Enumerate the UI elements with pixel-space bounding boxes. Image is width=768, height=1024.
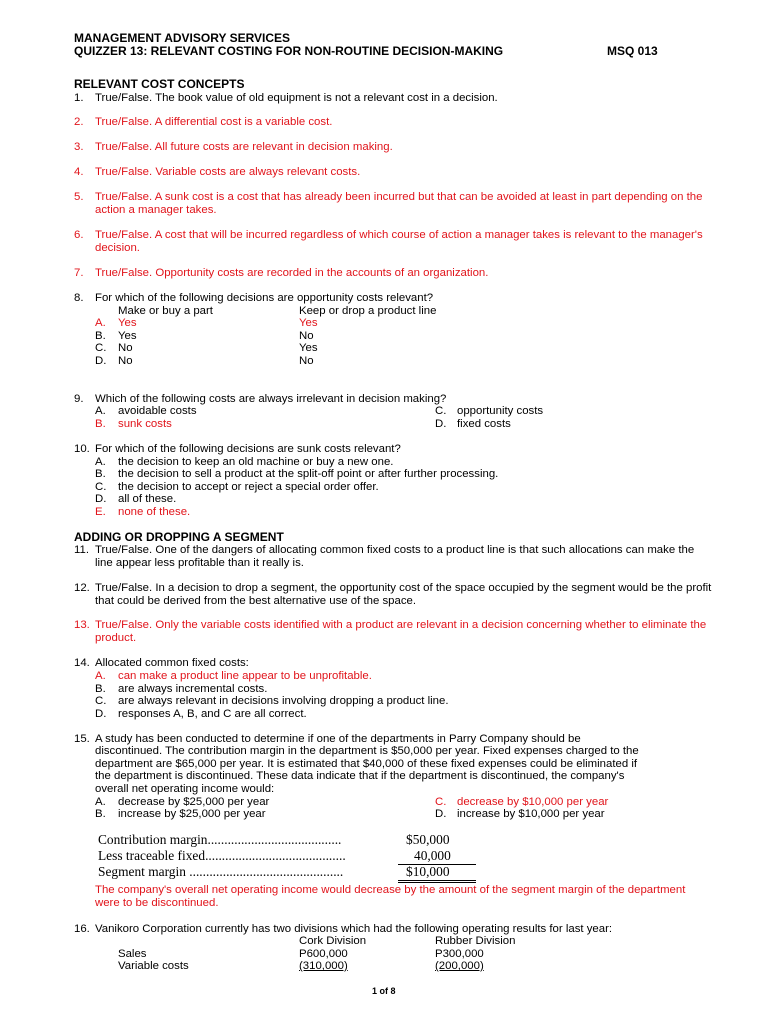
option-letter: C. [95,342,107,354]
row-label-sales: Sales [118,948,147,960]
option-text: increase by $10,000 per year [457,808,605,820]
option-letter: B. [95,330,106,342]
option-text: increase by $25,000 per year [118,808,266,820]
question-text: True/False. A cost that will be incurred regardless of which course of action a manager takes is relevant to the manager's decision. [95,229,703,254]
rubber-sales: P300,000 [435,948,484,960]
option-value: Yes [299,342,318,354]
option-text: are always relevant in decisions involving dropping a product line. [118,695,449,707]
option-value: No [299,330,314,342]
option-value: Yes [118,330,137,342]
question-text: True/False. Variable costs are always relevant costs. [95,166,361,178]
question-text: True/False. Opportunity costs are recorded in the accounts of an organization. [95,267,489,279]
question-text: True/False. A differential cost is a variable cost. [95,116,333,128]
quizzer-code: MSQ 013 [607,44,658,58]
total-rule [398,880,476,881]
option-letter: B. [95,468,106,480]
question-number: 10. [74,443,90,455]
option-text: opportunity costs [457,405,544,417]
question-text: True/False. The book value of old equipment is not a relevant cost in a decision. [95,92,498,104]
question-text: Which of the following costs are always irrelevant in decision making? [95,393,447,405]
question-number: 16. [74,923,90,935]
option-text: sunk costs [118,418,172,430]
question-number: 11. [74,544,89,556]
option-text: decrease by $10,000 per year [457,796,609,808]
option-letter: C. [435,796,447,808]
option-letter: D. [95,493,107,505]
calc-value: $50,000 [406,832,450,847]
option-letter: A. [95,456,106,468]
column-header-cork: Cork Division [299,935,367,947]
answer-explanation: The company's overall net operating income would decrease by the amount of the segment margin of the department were to be discontinued. [95,884,686,909]
section-heading-relevant-cost: RELEVANT COST CONCEPTS [74,77,245,91]
option-letter: A. [95,796,106,808]
option-value: No [118,355,133,367]
question-number: 2. [74,116,84,128]
cork-variable-costs: (310,000) [299,960,348,972]
option-text: avoidable costs [118,405,197,417]
option-text: the decision to accept or reject a special order offer. [118,481,379,493]
course-title: MANAGEMENT ADVISORY SERVICES [74,31,291,45]
question-text: For which of the following decisions are opportunity costs relevant? [95,292,434,304]
question-line: the department is discontinued. These data indicate that if the department is discontinued, the company's [95,770,625,782]
cork-sales: P600,000 [299,948,348,960]
option-letter: A. [95,670,106,682]
option-letter: A. [95,317,106,329]
option-text: fixed costs [457,418,511,430]
question-text: True/False. In a decision to drop a segment, the opportunity cost of the space occupied by the segment would be the profit that could be derived from the best alternative use of the space. [95,582,712,607]
question-number: 15. [74,733,90,745]
option-letter: C. [435,405,447,417]
option-value: Yes [299,317,318,329]
calc-label: Less traceable fixed.......................................... [98,848,346,863]
option-value: Yes [118,317,137,329]
option-letter: D. [95,355,107,367]
option-letter: E. [95,506,106,518]
quizzer-title: QUIZZER 13: RELEVANT COSTING FOR NON-ROUTINE DECISION-MAKING [74,44,504,58]
option-letter: B. [95,418,106,430]
option-text: the decision to sell a product at the split-off point or after further processing. [118,468,499,480]
option-letter: D. [95,708,107,720]
page-number: 1 of 8 [372,986,396,996]
total-double-rule [398,882,476,883]
section-heading-segment: ADDING OR DROPPING A SEGMENT [74,530,284,544]
option-value: No [299,355,314,367]
option-letter: C. [95,481,107,493]
question-text: True/False. All future costs are relevant in decision making. [95,141,393,153]
question-number: 13. [74,619,90,631]
calc-label: Contribution margin........................................ [98,832,342,847]
question-text: For which of the following decisions are sunk costs relevant? [95,443,401,455]
question-line: department are $65,000 per year. It is estimated that $40,000 of these fixed expenses could be eliminated if [95,758,638,770]
question-number: 4. [74,166,84,178]
question-number: 7. [74,267,84,279]
calc-label: Segment margin .............................................. [98,864,344,879]
option-letter: B. [95,808,106,820]
question-number: 8. [74,292,84,304]
option-letter: C. [95,695,107,707]
question-text: True/False. Only the variable costs identified with a product are relevant in a decision concerning whether to eliminate the product. [95,619,707,644]
column-header-rubber: Rubber Division [435,935,516,947]
option-text: are always incremental costs. [118,683,268,695]
question-number: 3. [74,141,84,153]
question-line: overall net operating income would: [95,783,275,795]
question-number: 14. [74,657,90,669]
question-text: Allocated common fixed costs: [95,657,249,669]
row-label-variable-costs: Variable costs [118,960,189,972]
option-value: No [118,342,133,354]
question-line: discontinued. The contribution margin in the department is $50,000 per year. Fixed expenses charged to the [95,745,639,757]
option-text: none of these. [118,506,191,518]
question-line: A study has been conducted to determine if one of the departments in Parry Company should be [95,733,581,745]
option-letter: B. [95,683,106,695]
rubber-variable-costs: (200,000) [435,960,484,972]
calc-value: $10,000 [406,864,450,879]
question-number: 5. [74,191,84,203]
option-letter: A. [95,405,106,417]
question-text: True/False. A sunk cost is a cost that has already been incurred but that can be avoided at least in part depending on the action a manager takes. [95,191,703,216]
question-number: 1. [74,92,84,104]
option-letter: D. [435,418,447,430]
column-header-keep-or-drop: Keep or drop a product line [299,305,437,317]
column-header-make-or-buy: Make or buy a part [118,305,213,317]
option-text: decrease by $25,000 per year [118,796,270,808]
option-text: all of these. [118,493,177,505]
option-letter: D. [435,808,447,820]
option-text: responses A, B, and C are all correct. [118,708,307,720]
calc-value: 40,000 [414,848,451,863]
question-text: True/False. One of the dangers of allocating common fixed costs to a product line is that such allocations can make the line appear less profitable than it really is. [95,544,695,569]
question-number: 9. [74,393,84,405]
question-text: Vanikoro Corporation currently has two divisions which had the following operating results for last year: [95,923,613,935]
question-number: 6. [74,229,84,241]
option-text: can make a product line appear to be unprofitable. [118,670,372,682]
option-text: the decision to keep an old machine or buy a new one. [118,456,394,468]
question-number: 12. [74,582,90,594]
